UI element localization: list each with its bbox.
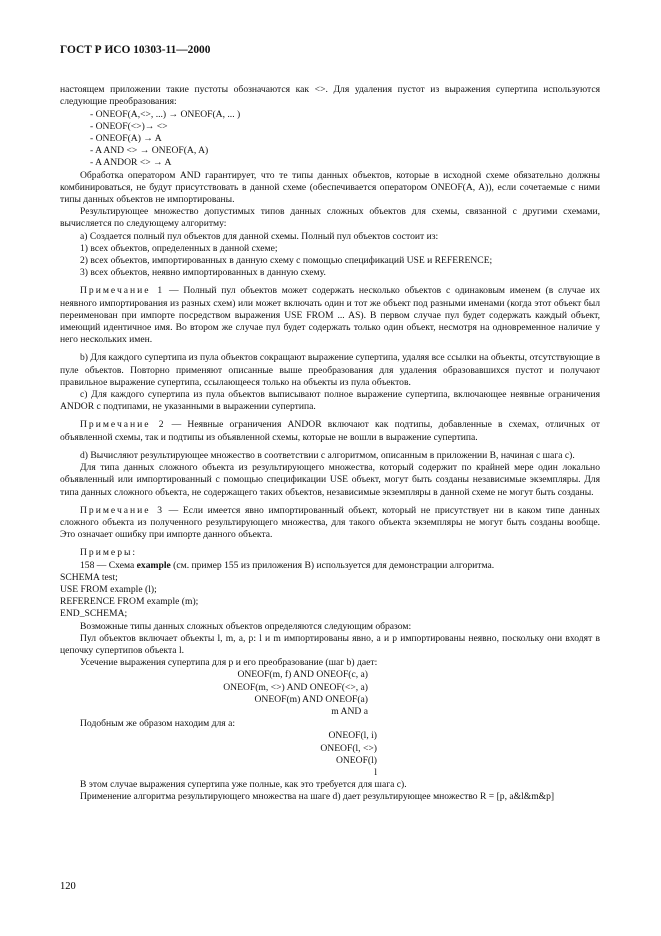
step-d: d) Вычисляют результирующее множество в соответствии с алгоритмом, описанным в приложении В, начиная с шага c). [80,449,575,461]
complete-paragraph: В этом случае выражения супертипа уже полные, как это требуется для шага c). [80,779,407,791]
pool-item: 3) всех объектов, неявно импортированных в данную схему. [80,267,326,279]
note-1 [60,285,600,346]
running-header: ГОСТ Р ИСО 10303-11—2000 [60,44,211,56]
expression-tree-a: ONEOF(l, i) ONEOF(l, <>) ONEOF(l) l [320,730,377,778]
example-schema-name: example [136,559,171,571]
page-number: 120 [60,881,76,892]
note-1-text: — Полный пул объектов может содержать несколько объектов с одинаковым именем (в случае их неявного импортирования из разных схем) или может включать один и тот же объект под разными именами (когда этот объект был переименован при импорте посредством выражения USE FROM ... AS). В первом случае пул будет содержать каждый объект, имеющий идентичное имя. Во втором же случае пул будет содержать только один объект, несмотря на одновременное наличие у него нескольких имен. [60,285,600,346]
note-3-label: Примечание 3 [80,504,165,516]
note-3 [60,505,600,542]
step-c: c) Для каждого супертипа из пула объектов выписывают полное выражение супертипа, включающее неявные ограничения ANDOR с подтипами, не указанными в выражении супертипа. [60,389,600,413]
step-a: а) Создается полный пул объектов для данной схемы. Полный пул объектов состоит из: [80,230,439,242]
similar-paragraph: Подобным же образом находим для a: [80,718,235,730]
intro-paragraph: настоящем приложении такие пустоты обозначаются как <>. Для удаления пустот из выражения супертипа используются следующие преобразования: [60,84,600,108]
pool-objects-paragraph: Пул объектов включает объекты l, m, a, p: l и m импортированы явно, a и p импортированы неявно, поскольку они входят в цепочку супертипов объекта l. [60,632,600,656]
result-set-paragraph: Результирующее множество допустимых типов данных сложных объектов для схемы, связанной с другими схемами, вычисляется по следующему алгоритму: [60,206,600,230]
document-page [60,44,600,804]
rule-item: - ONEOF(<>)→ <> [90,120,168,132]
note-2-label: Примечание 2 [80,419,166,431]
rule-item: - ONEOF(A) → A [90,133,162,145]
apply-algorithm-paragraph: Применение алгоритма результирующего множества на шаге d) дает результирующее множество R = [p, a&l&m&p] [80,791,555,803]
examples-label: Примеры: [80,547,138,559]
note-3-text: — Если имеется явно импортированный объект, который не присутствует ни в каком типе данных сложного объекта из полученного результирующего множества, для такого объекта экземпляры не могут быть созданы вообще. Это означает ошибку при импорте данного объекта. [60,504,600,541]
example-158 [60,560,600,572]
schema-code-block: SCHEMA test; USE FROM example (l); REFERENCE FROM example (m); END_SCHEMA; [60,571,199,620]
rule-item: - ONEOF(A,<>, ...) → ONEOF(A, ... ) [90,108,241,120]
note-2-text: — Неявные ограничения ANDOR включают как подтипы, добавленные в схемах, отличных от объявленной схемы, так и подтипы из объявленной схемы, которые не вошли в выражение супертипа. [60,419,600,443]
rule-item: - A ANDOR <> → A [90,157,172,169]
pool-item: 1) всех объектов, определенных в данной схеме; [80,242,278,254]
example-post: (см. пример 155 из приложения В) используется для демонстрации алгоритма. [170,559,495,571]
possible-types-paragraph: Возможные типы данных сложных объектов определяются следующим образом: [80,620,412,632]
complex-paragraph: Для типа данных сложного объекта из результирующего множества, который содержит по крайней мере один локально объявленный или импортированный с помощью спецификации USE объект, могут быть созданы независимые экземпляры. Для типа данных сложного объекта, не содержащего таких объектов, независимые экземпляры в данной схеме не могут быть созданы. [60,462,600,498]
example-pre: 158 — Схема [80,559,137,571]
expression-tree-p: ONEOF(m, f) AND ONEOF(c, a) ONEOF(m, <>) AND ONEOF(<>, a) ONEOF(m) AND ONEOF(a) m AND a [223,669,368,717]
rule-item: - A AND <> → ONEOF(A, A) [90,145,209,157]
note-2 [60,419,600,443]
step-b: b) Для каждого супертипа из пула объектов сокращают выражение супертипа, удаляя все ссылки на объекты, отсутствующие в пуле объектов. Повторно применяют описанные выше преобразования для удаления образовавшихся пустот и получают правильное выражение супертипа, ссылающееся только на объекты из пула объектов. [60,352,600,388]
truncation-paragraph: Усечение выражения супертипа для p и его преобразование (шаг b) дает: [80,657,378,669]
and-paragraph: Обработка оператором AND гарантирует, что те типы данных объектов, которые в исходной схеме обязательно должны комбинироваться, не будут присутствовать в данной схеме (обеспечивается оператором ONEOF(A, A)), если сочетаемые с ними типы данных объектов не импортированы. [60,169,600,206]
note-1-label: Примечание 1 [80,285,165,297]
pool-item: 2) всех объектов, импортированных в данную схему с помощью спецификаций USE и REFERENCE; [80,255,493,267]
